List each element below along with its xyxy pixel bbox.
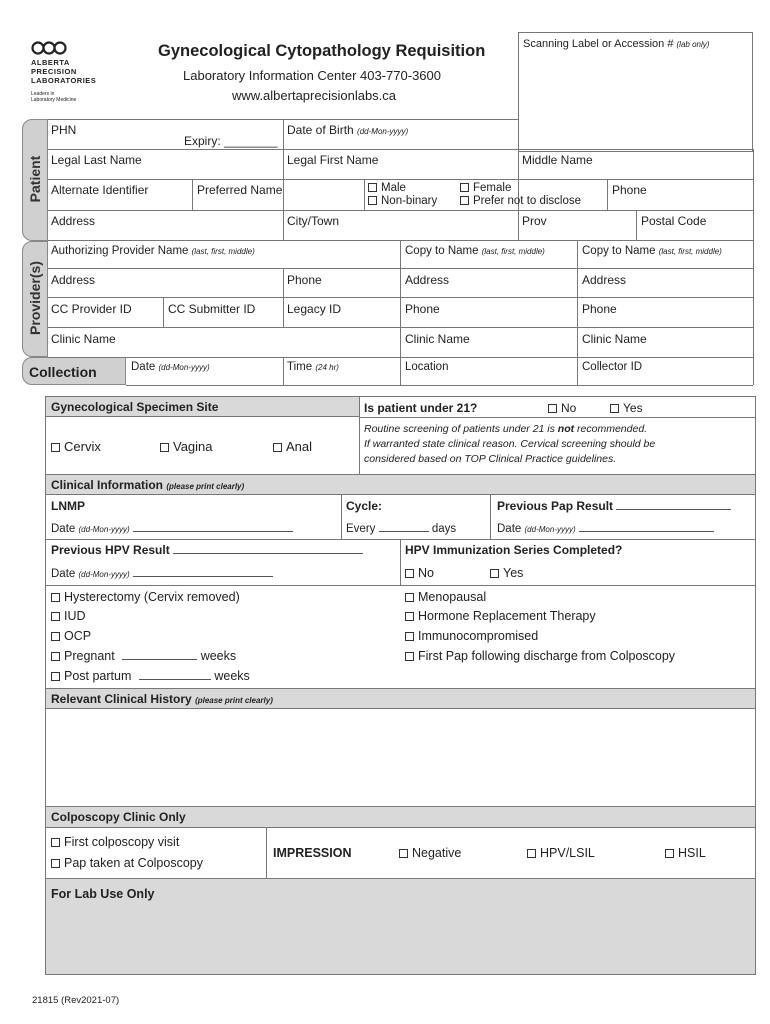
- phn-label: PHN: [51, 123, 77, 137]
- dob-label: Date of Birth: [287, 123, 354, 137]
- under-21-no[interactable]: No: [548, 401, 576, 415]
- logo: [31, 40, 121, 110]
- cc-provider-id-label: CC Provider ID: [51, 302, 132, 316]
- ocp-option[interactable]: OCP: [51, 629, 91, 643]
- pregnant-option[interactable]: Pregnant weeks: [51, 649, 236, 663]
- lnmp-date-label: Date: [51, 523, 76, 535]
- logo-tag-2: Laboratory Medicine: [31, 97, 77, 103]
- alt-identifier-label: Alternate Identifier: [51, 183, 149, 197]
- under-21-note-1: Routine screening of patients under 21 is not recommended.: [364, 423, 648, 435]
- first-colposcopy-option[interactable]: First colposcopy visit: [51, 835, 179, 849]
- copy2-address-label: Address: [582, 273, 627, 287]
- collector-id-label: Collector ID: [582, 361, 643, 373]
- collection-time-label: Time: [287, 361, 313, 373]
- provider-phone-label: Phone: [287, 273, 322, 287]
- first-name-label: Legal First Name: [287, 153, 379, 167]
- hysterectomy-option[interactable]: Hysterectomy (Cervix removed): [51, 590, 240, 604]
- impression-label: IMPRESSION: [273, 846, 352, 860]
- copy2-clinic-label: Clinic Name: [582, 332, 647, 346]
- specimen-site-title: Gynecological Specimen Site: [51, 400, 219, 414]
- header-phone: Laboratory Information Center 403-770-3600: [183, 68, 441, 83]
- legacy-id-label: Legacy ID: [287, 302, 342, 316]
- colposcopy-header: [46, 806, 755, 828]
- logo-tag-1: Leaders in: [31, 91, 55, 97]
- clinical-info-title: Clinical Information: [51, 478, 164, 492]
- iud-option[interactable]: IUD: [51, 609, 86, 623]
- impression-hsil[interactable]: HSIL: [665, 846, 706, 860]
- clinical-info-header: [46, 474, 755, 495]
- hpv-immunization-label: HPV Immunization Series Completed?: [405, 543, 623, 557]
- colposcopy-title: Colposcopy Clinic Only: [51, 810, 186, 824]
- prev-hpv-label: Previous HPV Result: [51, 543, 363, 557]
- preferred-name-label: Preferred Name: [197, 183, 283, 197]
- under-21-question: Is patient under 21?: [364, 401, 478, 415]
- providers-section-label: Provider(s): [27, 261, 43, 335]
- history-header: [46, 688, 755, 709]
- prev-pap-date-format: (dd-Mon-yyyy): [524, 525, 576, 534]
- patient-phone-label: Phone: [612, 183, 647, 197]
- logo-line-2: PRECISION: [31, 67, 77, 76]
- impression-negative[interactable]: Negative: [399, 846, 461, 860]
- form-number: 21815 (Rev2021-07): [32, 995, 120, 1006]
- city-label: City/Town: [287, 214, 340, 228]
- menopausal-option[interactable]: Menopausal: [405, 590, 486, 604]
- scanning-label-box[interactable]: [518, 32, 753, 152]
- collection-section-label: Collection: [29, 364, 97, 380]
- collection-section-tab: [22, 357, 126, 385]
- immunocompromised-option[interactable]: Immunocompromised: [405, 629, 538, 643]
- copy-to-2-label: Copy to Name: [582, 245, 656, 257]
- copy1-address-label: Address: [405, 273, 450, 287]
- prev-pap-date-label: Date: [497, 523, 522, 535]
- history-note: (please print clearly): [195, 696, 273, 705]
- male-option[interactable]: Male: [368, 182, 406, 194]
- scan-label: Scanning Label or Accession #: [523, 38, 674, 50]
- logo-rings-icon: [31, 40, 67, 56]
- location-label: Location: [405, 361, 449, 373]
- anal-option[interactable]: Anal: [273, 439, 312, 454]
- provider-address-label: Address: [51, 273, 96, 287]
- patient-section-tab: [22, 119, 48, 241]
- clinic-name-label: Clinic Name: [51, 332, 116, 346]
- female-option[interactable]: Female: [460, 182, 511, 194]
- copy2-phone-label: Phone: [582, 302, 617, 316]
- last-name-label: Legal Last Name: [51, 153, 142, 167]
- copy-to-2-format: (last, first, middle): [658, 247, 722, 256]
- cervix-option[interactable]: Cervix: [51, 439, 101, 454]
- clinical-info-note: (please print clearly): [166, 482, 245, 491]
- postal-code-label: Postal Code: [641, 214, 707, 228]
- cycle-days-label: days: [431, 523, 457, 535]
- history-textarea[interactable]: [46, 710, 755, 806]
- first-pap-colposcopy-option[interactable]: First Pap following discharge from Colposcopy: [405, 649, 675, 663]
- nonbinary-option[interactable]: Non-binary: [368, 195, 437, 207]
- hrt-option[interactable]: Hormone Replacement Therapy: [405, 609, 596, 623]
- header-website: www.albertaprecisionlabs.ca: [232, 88, 397, 103]
- page-title: Gynecological Cytopathology Requisition: [158, 42, 486, 60]
- copy1-phone-label: Phone: [405, 302, 440, 316]
- under-21-yes[interactable]: Yes: [610, 401, 643, 415]
- providers-section-tab: [22, 241, 48, 357]
- collection-date-label: Date: [131, 361, 156, 373]
- patient-address-label: Address: [51, 214, 96, 228]
- auth-provider-label: Authorizing Provider Name: [51, 245, 189, 257]
- lab-use-title: For Lab Use Only: [51, 887, 155, 901]
- copy-to-1-label: Copy to Name: [405, 245, 479, 257]
- lnmp-date-format: (dd-Mon-yyyy): [78, 525, 130, 534]
- cycle-every-label: Every: [346, 523, 376, 535]
- under-21-note-2: If warranted state clinical reason. Cervical screening should be: [364, 438, 656, 450]
- expiry-label: Expiry: ________: [184, 134, 278, 148]
- under-21-note-3: considered based on TOP Clinical Practice guidelines.: [364, 453, 617, 465]
- logo-line-3: LABORATORIES: [31, 76, 97, 85]
- prev-pap-label: Previous Pap Result: [497, 499, 731, 513]
- collection-time-format: (24 hr): [315, 363, 339, 372]
- hpv-imm-yes[interactable]: Yes: [490, 566, 523, 580]
- prev-hpv-date-label: Date: [51, 568, 76, 580]
- lab-use-box: [46, 878, 755, 974]
- middle-name-label: Middle Name: [522, 153, 593, 167]
- auth-provider-format: (last, first, middle): [191, 247, 255, 256]
- lnmp-label: LNMP: [51, 499, 85, 513]
- logo-line-1: ALBERTA: [31, 58, 70, 67]
- vagina-option[interactable]: Vagina: [160, 439, 213, 454]
- history-title: Relevant Clinical History: [51, 692, 192, 706]
- impression-hpv-lsil[interactable]: HPV/LSIL: [527, 846, 595, 860]
- cc-submitter-id-label: CC Submitter ID: [168, 302, 256, 316]
- patient-section-label: Patient: [27, 155, 43, 203]
- copy1-clinic-label: Clinic Name: [405, 332, 470, 346]
- hpv-imm-no[interactable]: No: [405, 566, 434, 580]
- specimen-site-header: [46, 397, 359, 417]
- cycle-label: Cycle:: [346, 499, 383, 513]
- scan-note: (lab only): [676, 40, 710, 49]
- dob-format: (dd-Mon-yyyy): [357, 127, 409, 136]
- pap-at-colposcopy-option[interactable]: Pap taken at Colposcopy: [51, 856, 203, 870]
- post-partum-option[interactable]: Post partum weeks: [51, 669, 250, 683]
- prov-label: Prov: [522, 214, 547, 228]
- prefer-not-option[interactable]: Prefer not to disclose: [460, 195, 581, 207]
- collection-date-format: (dd-Mon-yyyy): [158, 363, 210, 372]
- prev-hpv-date-format: (dd-Mon-yyyy): [78, 570, 130, 579]
- copy-to-1-format: (last, first, middle): [481, 247, 545, 256]
